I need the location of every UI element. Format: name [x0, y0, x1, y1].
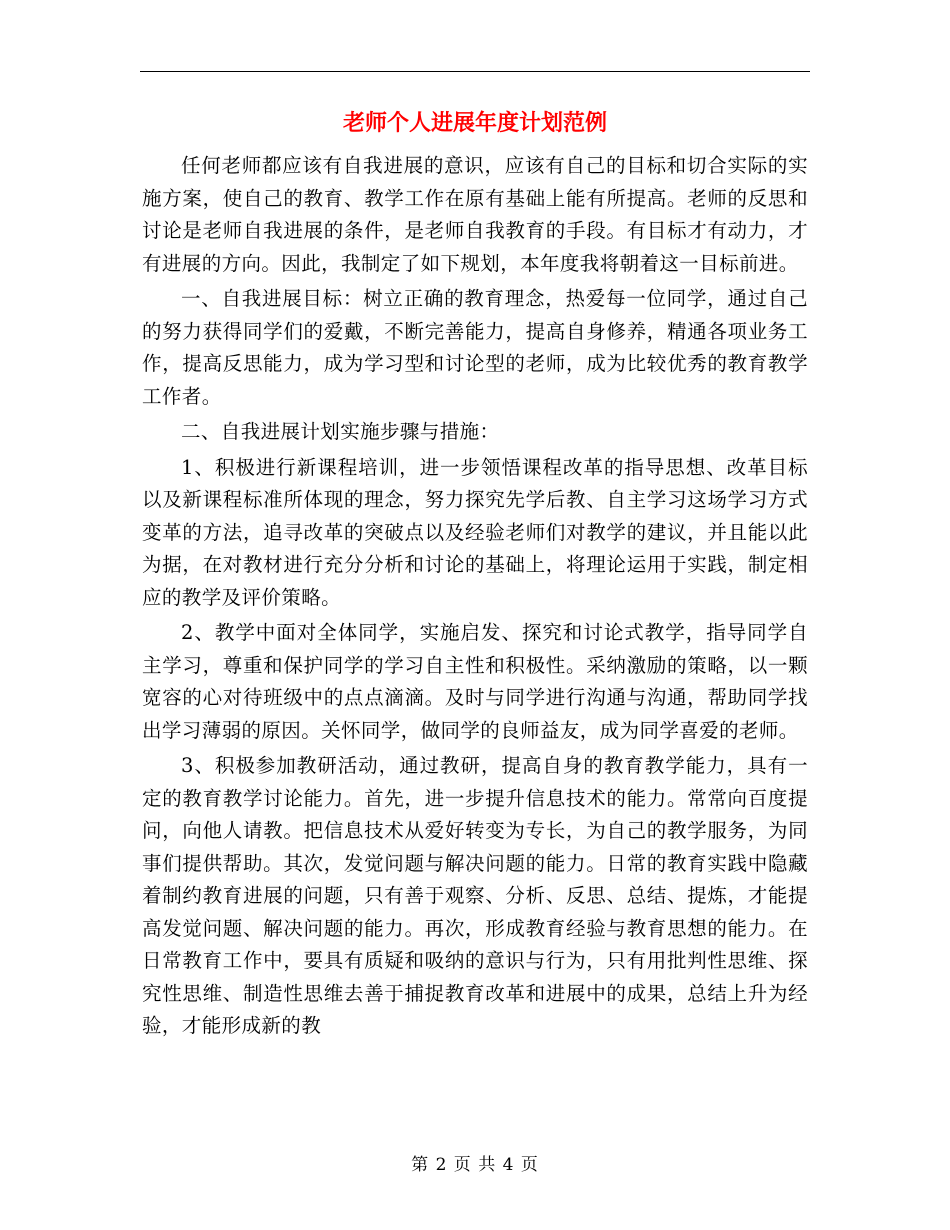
header-rule [140, 71, 810, 72]
document-title: 老师个人进展年度计划范例 [342, 111, 607, 136]
paragraph-step-1: 1、积极进行新课程培训，进一步领悟课程改革的指导思想、改革目标以及新课程标准所体现的理念，努力探究先学后教、自主学习这场学习方式变革的方法，追寻改革的突破点以及经验老师们对教学的建议，并且能以此为据，在对教材进行充分分析和讨论的基础上，将理论运用于实践，制定相应的教学及评价策略。 [142, 455, 808, 609]
paragraph-intro: 任何老师都应该有自我进展的意识，应该有自己的目标和切合实际的实施方案，使自己的教育、教学工作在原有基础上能有所提高。老师的反思和讨论是老师自我进展的条件，是老师自我教育的手段。有目标才有动力，才有进展的方向。因此，我制定了如下规划，本年度我将朝着这一目标前进。 [142, 154, 808, 275]
page-number: 第 2 页 共 4 页 [411, 1155, 539, 1175]
paragraph-steps-heading: 二、自我进展计划实施步骤与措施： [181, 420, 500, 443]
document-body [142, 150, 808, 1043]
paragraph-step-2: 2、教学中面对全体同学，实施启发、探究和讨论式教学，指导同学自主学习，尊重和保护同学的学习自主性和积极性。采纳激励的策略，以一颗宽容的心对待班级中的点点滴滴。及时与同学进行沟通与沟通，帮助同学找出学习薄弱的原因。关怀同学，做同学的良师益友，成为同学喜爱的老师。 [142, 621, 808, 742]
paragraph-goal: 一、自我进展目标：树立正确的教育理念，热爱每一位同学，通过自己的努力获得同学们的爱戴，不断完善能力，提高自身修养，精通各项业务工作，提高反思能力，成为学习型和讨论型的老师，成为比较优秀的教育教学工作者。 [142, 287, 808, 408]
paragraph-step-3: 3、积极参加教研活动，通过教研，提高自身的教育教学能力，具有一定的教育教学讨论能力。首先，进一步提升信息技术的能力。常常向百度提问，向他人请教。把信息技术从爱好转变为专长，为自己的教学服务，为同事们提供帮助。其次，发觉问题与解决问题的能力。日常的教育实践中隐藏着制约教育进展的问题，只有善于观察、分析、反思、总结、提炼，才能提高发觉问题、解决问题的能力。再次，形成教育经验与教育思想的能力。在日常教育工作中，要具有质疑和吸纳的意识与行为，只有用批判性思维、探究性思维、制造性思维去善于捕捉教育改革和进展中的成果，总结上升为经验，才能形成新的教 [142, 754, 808, 1037]
